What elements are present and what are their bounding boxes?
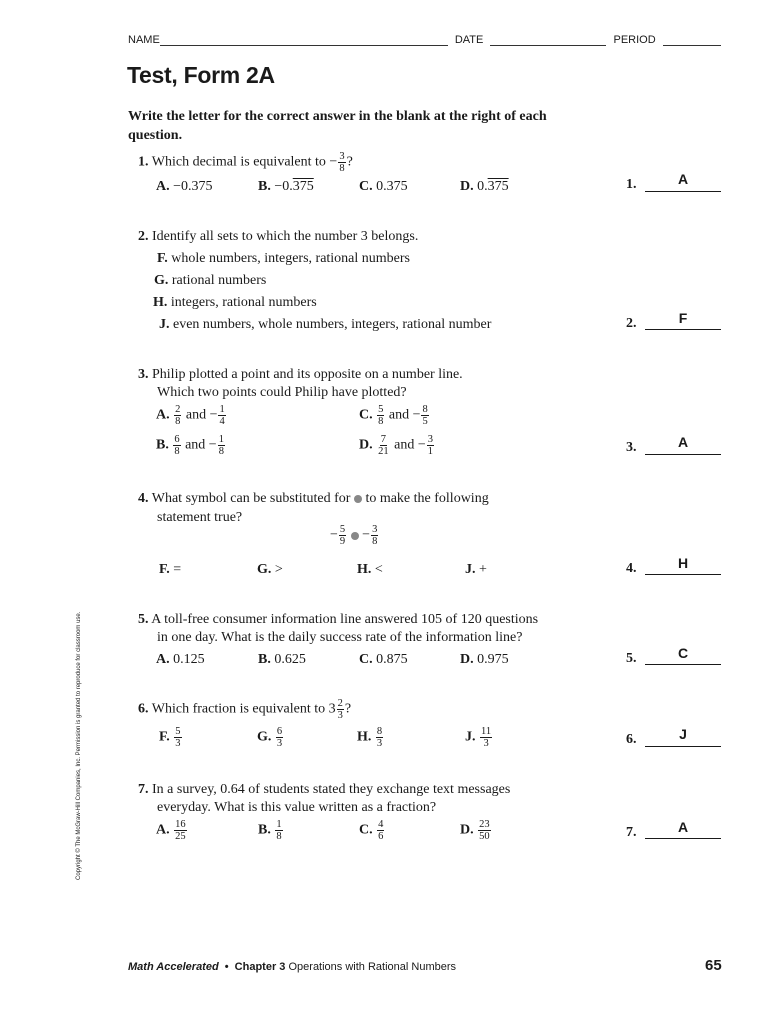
q7-option-a: A. $\frac{16}{25}$ — [156, 819, 186, 842]
question-7-text: 7. In a survey, 0.64 of students stated they exchange text messages — [138, 782, 511, 797]
q7-option-c: C. $\frac{4}{6}$ — [359, 819, 384, 842]
answer-4-number: 4. — [626, 561, 637, 576]
q3-option-d: D. $\frac{7}{21}$ and − $\frac{3}{1}$ — [359, 434, 433, 457]
answer-7-letter[interactable]: A — [677, 819, 689, 835]
q3-option-b: B. $\frac{6}{8}$ and − $\frac{1}{8}$ — [156, 434, 224, 457]
q2-option-h: H. integers, rational numbers — [153, 295, 317, 310]
q5-option-c: C. 0.875 — [359, 652, 408, 667]
q1-option-a: A. −0.375 — [156, 179, 213, 194]
page-number: 65 — [705, 957, 722, 974]
q4-expression: − $\frac{5}{9}$ − $\frac{3}{8}$ — [330, 524, 378, 547]
footer-topic: Operations with Rational Numbers — [288, 961, 457, 973]
question-3-text-line2: Which two points could Philip have plotted? — [157, 385, 407, 400]
answer-4-letter[interactable]: H — [677, 555, 689, 571]
q3-option-c: C. $\frac{5}{8}$ and − $\frac{8}{5}$ — [359, 404, 428, 427]
q6-option-h: H. $\frac{8}{3}$ — [357, 726, 383, 749]
answer-2-blank — [645, 328, 721, 330]
answer-2-letter[interactable]: F — [678, 310, 688, 326]
q1-option-c: C. 0.375 — [359, 179, 408, 194]
q4-option-f: F. = — [159, 562, 182, 577]
period-blank[interactable] — [663, 34, 721, 46]
footer-bullet: • — [224, 961, 229, 973]
answer-4-blank — [645, 573, 721, 575]
question-3-text: 3. Philip plotted a point and its opposite on a number line. — [138, 367, 463, 382]
q2-option-j: J. even numbers, whole numbers, integers, rational number — [159, 317, 492, 332]
q5-option-d: D. 0.975 — [460, 652, 509, 667]
question-2-text: 2. Identify all sets to which the number 3 belongs. — [138, 229, 419, 244]
q7-option-b: B. $\frac{1}{8}$ — [258, 819, 282, 842]
q6-option-g: G. $\frac{6}{3}$ — [257, 726, 283, 749]
q1-option-d: D. 0.375 — [460, 179, 509, 194]
q6-option-f: F. $\frac{5}{3}$ — [159, 726, 181, 749]
question-4-text-line2: statement true? — [157, 510, 243, 525]
date-label: DATE — [454, 34, 484, 46]
copyright-notice: Copyright © The McGraw-Hill Companies, Inc. Permission is granted to reproduce for classroom use. — [76, 611, 82, 880]
answer-2-number: 2. — [626, 316, 637, 331]
answer-5-number: 5. — [626, 651, 637, 666]
answer-1-number: 1. — [626, 177, 637, 192]
q4-option-h: H. < — [357, 562, 383, 577]
question-1-text: 1. Which decimal is equivalent to − $\frac{3}{8}$ ? — [138, 151, 353, 174]
answer-7-blank — [645, 837, 721, 839]
q5-option-b: B. 0.625 — [258, 652, 306, 667]
question-6-text: 6. Which fraction is equivalent to 3 $\frac{2}{3}$ ? — [138, 698, 352, 721]
circle-symbol-icon — [351, 532, 359, 540]
page-title: Test, Form 2A — [127, 62, 275, 88]
answer-3-number: 3. — [626, 440, 637, 455]
question-5-text: 5. A toll-free consumer information line answered 105 of 120 questions — [138, 612, 539, 627]
header — [128, 34, 728, 50]
q2-option-f: F. whole numbers, integers, rational numbers — [157, 251, 410, 266]
answer-3-letter[interactable]: A — [677, 434, 689, 450]
date-blank[interactable] — [490, 34, 606, 46]
instructions: Write the letter for the correct answer in the blank at the right of each question. — [128, 109, 547, 143]
name-label: NAME — [128, 34, 160, 46]
period-label: PERIOD — [613, 34, 656, 46]
q3-option-a: A. $\frac{2}{8}$ and − $\frac{1}{4}$ — [156, 404, 225, 427]
footer-chapter: Chapter 3 — [234, 961, 286, 973]
circle-symbol-icon — [354, 495, 362, 503]
q1-option-b: B. −0.375 — [258, 179, 314, 194]
q5-option-a: A. 0.125 — [156, 652, 205, 667]
answer-1-blank — [645, 190, 721, 192]
answer-5-blank — [645, 663, 721, 665]
question-7-text-line2: everyday. What is this value written as a fraction? — [157, 800, 437, 815]
answer-6-letter[interactable]: J — [679, 726, 687, 742]
answer-5-letter[interactable]: C — [677, 645, 689, 661]
answer-7-number: 7. — [626, 825, 637, 840]
answer-6-number: 6. — [626, 732, 637, 747]
footer — [128, 961, 456, 973]
answer-3-blank — [645, 453, 721, 455]
name-blank[interactable] — [160, 34, 448, 46]
question-5-text-line2: in one day. What is the daily success rate of the information line? — [157, 630, 523, 645]
q4-option-j: J. + — [465, 562, 487, 577]
q4-option-g: G. > — [257, 562, 283, 577]
question-4-text: 4. What symbol can be substituted for to make the following — [138, 491, 489, 506]
q2-option-g: G. rational numbers — [154, 273, 267, 288]
answer-6-blank — [645, 745, 721, 747]
q7-option-d: D. $\frac{23}{50}$ — [460, 819, 490, 842]
answer-1-letter[interactable]: A — [677, 171, 689, 187]
footer-book-title: Math Accelerated — [128, 961, 219, 973]
q6-option-j: J. $\frac{11}{3}$ — [465, 726, 492, 749]
